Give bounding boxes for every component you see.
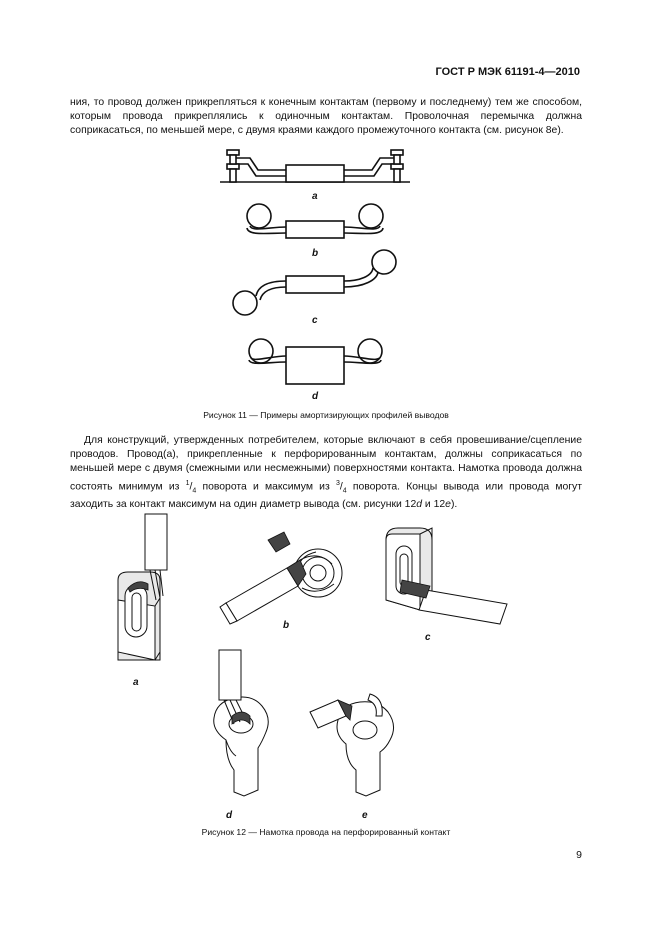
figure11-d-loops-large: [249, 339, 382, 384]
figure12-b-contact: [220, 532, 342, 624]
page-number: 9: [576, 849, 582, 861]
paragraph2-part3: поворота. Концы вывода или провода могут заходить за контакт максимум на один диаметр вывода (см. рисунки 12: [70, 481, 582, 511]
paragraph2-part5: ).: [450, 499, 458, 511]
figure12-d-contact: [214, 650, 269, 796]
figure12-a-contact: [118, 514, 167, 660]
figure11-c-curls: [233, 250, 396, 315]
figure12-label-d: d: [226, 810, 233, 821]
figure11-b-loops: [247, 204, 383, 238]
figure12-caption: Рисунок 12 — Намотка провода на перфорированный контакт: [201, 827, 451, 837]
figure11-caption: Рисунок 11 — Примеры амортизирующих профилей выводов: [203, 410, 449, 420]
paragraph2-part4: и 12: [422, 499, 446, 511]
fraction2-numerator: 3: [335, 479, 340, 487]
figure12-label-e: e: [362, 810, 368, 821]
figure12-label-a: a: [133, 677, 139, 688]
fraction1-numerator: 1: [185, 479, 190, 487]
paragraph2-part2: поворота и максимум из: [196, 481, 336, 493]
figure12-e-contact: [310, 694, 394, 796]
figure11-label-c: c: [312, 315, 318, 326]
figure11-label-d: d: [312, 391, 319, 402]
figure12-label-c: c: [425, 632, 431, 643]
figure-ref-e: e: [445, 499, 451, 511]
paragraph2-part1: Для конструкций, утвержденных потребителем, которые включают в себя провешивание/сцепление проводов. Провод(а), прикрепленные к перфорированным контактам, должны соприкасаться по меньшей мере с двумя (смежными или несмежными) поверхностями контакта. Намотка провода должна состоять минимум из: [70, 435, 582, 493]
figure11-label-a: a: [312, 191, 318, 202]
figure-ref-d: d: [416, 499, 423, 511]
figure12-label-b: b: [283, 620, 290, 631]
fraction2-denominator: 4: [342, 487, 347, 495]
figure12-c-contact: [386, 528, 507, 624]
figure11-a-gull-wing: [220, 150, 410, 182]
paragraph-continuation: ния, то провод должен прикрепляться к конечным контактам (первому и последнему) тем же способом, которым провода прикреплялись к одиночным контактам. Проволочная перемычка должна соприкасаться, по меньшей мере, с двумя краями каждого промежуточного контакта (см. рисунок 8е).: [70, 97, 582, 137]
paragraph-main: Для конструкций, утвержденных потребителем, которые включают в себя провешивание/сцепление проводов. Провод(а), прикрепленные к перфорированным контактам, должны соприкасаться по меньшей мере с двумя (смежными или несмежными) поверхностями контакта. Намотка провода должна состоять минимум из $^1/_4$ поворота и максимум из $^3/_4$ поворота. Концы вывода или провода могут заходить за контакт максимум на один диаметр вывода (см. рисунки 12d и 12e).: [70, 435, 582, 511]
document-header: ГОСТ Р МЭК 61191-4—2010: [435, 66, 580, 78]
figure11-label-b: b: [312, 248, 319, 259]
fraction1-denominator: 4: [192, 487, 197, 495]
